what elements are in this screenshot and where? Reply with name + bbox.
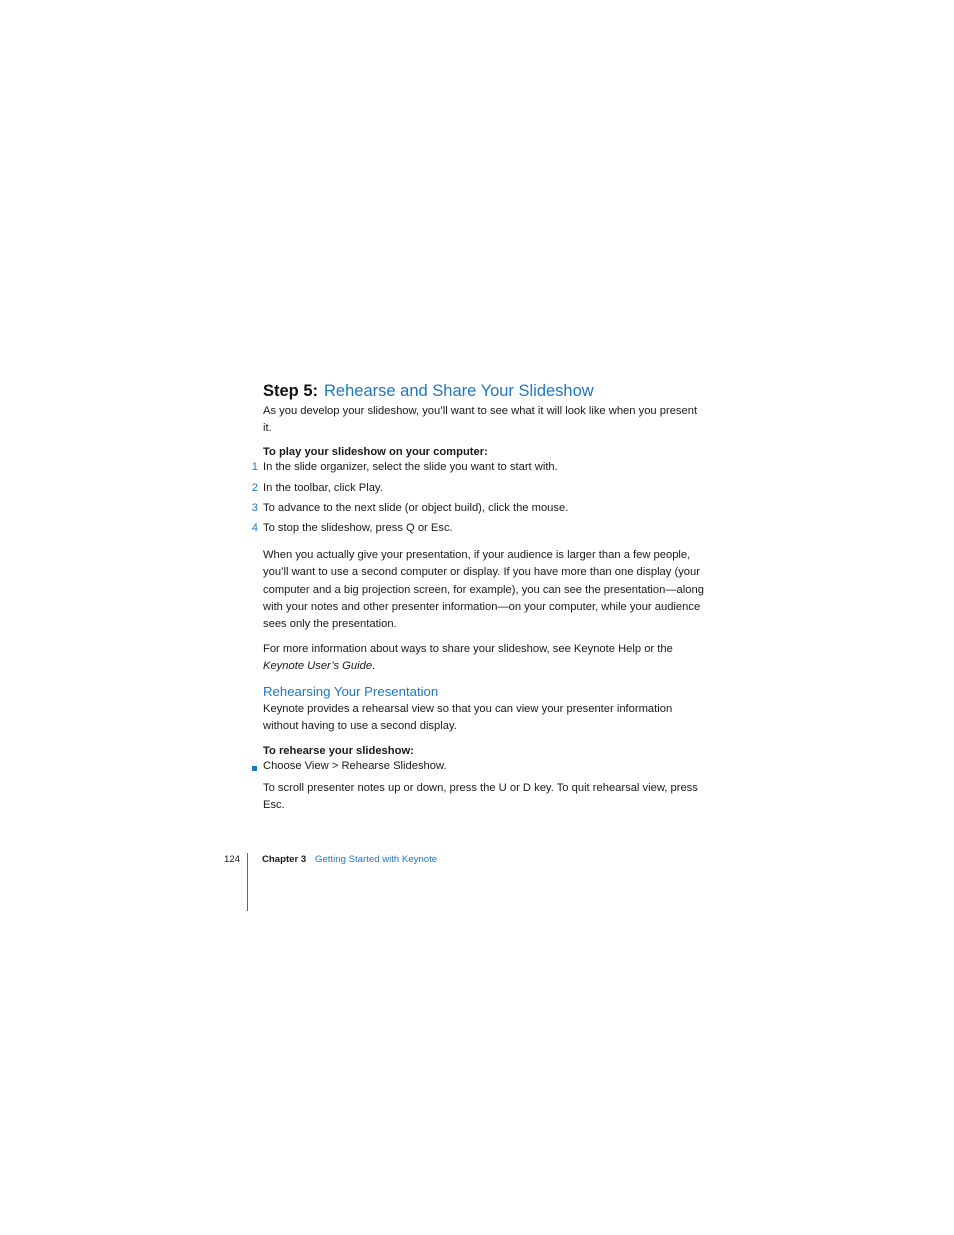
play-instructions-label: To play your slideshow on your computer: bbox=[263, 446, 488, 458]
page-number: 124 bbox=[224, 854, 241, 865]
step-number: 2 bbox=[251, 482, 258, 494]
step-text: In the toolbar, click Play. bbox=[263, 482, 383, 494]
chapter-title: Getting Started with Keynote bbox=[315, 854, 438, 865]
subheading: Rehearsing Your Presentation bbox=[263, 684, 439, 699]
section-title: Rehearse and Share Your Slideshow bbox=[324, 382, 594, 400]
footer-divider bbox=[247, 853, 248, 911]
step-text: To advance to the next slide (or object build), click the mouse. bbox=[263, 502, 569, 514]
intro-paragraph: As you develop your slideshow, you’ll want to see what it will look like when you present it. bbox=[263, 405, 698, 435]
section-heading bbox=[263, 382, 594, 401]
rehearse-intro-paragraph: Keynote provides a rehearsal view so that you can view your presenter information without having to use a second display. bbox=[263, 703, 673, 733]
more-info-text: For more information about ways to share your slideshow, see Keynote Help or the bbox=[263, 643, 673, 655]
step-number: 3 bbox=[251, 502, 258, 514]
chapter-label: Chapter 3 bbox=[262, 854, 307, 865]
step-number: 4 bbox=[251, 522, 258, 534]
rehearse-note-paragraph: To scroll presenter notes up or down, press the U or D key. To quit rehearsal view, press Esc. bbox=[263, 782, 698, 812]
presentation-paragraph: When you actually give your presentation, if your audience is larger than a few people, you’ll want to use a second computer or display. If you have more than one display (your computer and a big projection screen, for example), you can see the presentation—along with your notes and other presenter information—on your computer, while your audience sees only the presentation. bbox=[263, 549, 704, 631]
more-info-paragraph bbox=[263, 641, 708, 676]
guide-title: Keynote User’s Guide bbox=[263, 660, 373, 673]
rehearse-bullet-text: Choose View > Rehearse Slideshow. bbox=[263, 760, 447, 772]
step-text: In the slide organizer, select the slide you want to start with. bbox=[263, 461, 558, 473]
step-label: Step 5: bbox=[263, 382, 319, 400]
rehearse-instructions-label: To rehearse your slideshow: bbox=[263, 745, 414, 757]
more-info-end: . bbox=[372, 660, 376, 673]
bullet-icon bbox=[252, 766, 257, 771]
step-number: 1 bbox=[251, 461, 258, 473]
step-text: To stop the slideshow, press Q or Esc. bbox=[263, 522, 453, 534]
